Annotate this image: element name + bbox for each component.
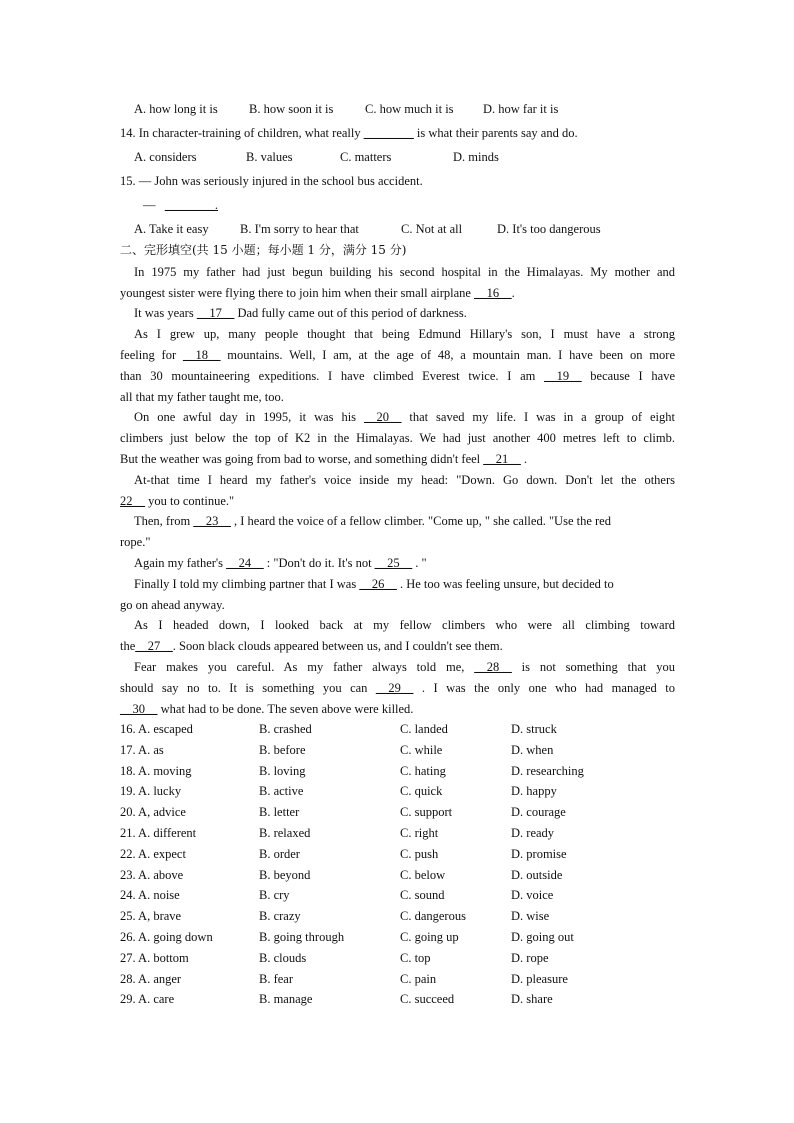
blank-29: __29__ — [375, 681, 414, 695]
q15-response — [143, 197, 698, 213]
q14-stem — [120, 125, 675, 141]
q14-option-c: C. matters — [340, 150, 392, 164]
option-21-a: 21. A. different — [120, 826, 197, 840]
blank-26: __26__ — [359, 577, 397, 591]
passage-line-9: climbers just below the top of K2 in the Himalayas. We had just another 400 metres left to climb. — [120, 431, 675, 445]
passage-line-4: As I grew up, many people thought that being Edmund Hillary's son, I must have a strong — [134, 327, 675, 341]
option-18-d: D. researching — [511, 764, 584, 778]
q14-option-d: D. minds — [453, 150, 499, 164]
option-26-b: B. going through — [259, 930, 345, 944]
blank-25: __25__ — [374, 556, 413, 570]
option-29-c: C. succeed — [400, 992, 455, 1006]
option-17-a: 17. A. as — [120, 743, 164, 757]
passage-line-17: go on ahead anyway. — [120, 598, 225, 612]
option-26-c: C. going up — [400, 930, 459, 944]
q14-stem-post: is what their parents say and do. — [416, 126, 578, 140]
passage-line-1: In 1975 my father had just begun building his second hospital in the Himalayas. My mother and — [134, 265, 675, 279]
q14-option-a: A. considers — [134, 150, 197, 164]
passage-line-12: 22__ you to continue." — [120, 494, 235, 508]
option-19-c: C. quick — [400, 784, 443, 798]
option-23-c: C. below — [400, 868, 446, 882]
passage-line-15: Again my father's __24__ : "Don't do it. It's not __25__ . " — [134, 556, 427, 570]
q15-stem: 15. — John was seriously injured in the school bus accident. — [120, 174, 423, 188]
q15-option-b: B. I'm sorry to hear that — [240, 222, 359, 236]
option-25-c: C. dangerous — [400, 909, 466, 923]
option-27-d: D. rope — [511, 951, 549, 965]
q15-option-d: D. It's too dangerous — [497, 222, 601, 236]
passage-line-7: all that my father taught me, too. — [120, 390, 284, 404]
option-26-a: 26. A. going down — [120, 930, 213, 944]
option-29-a: 29. A. care — [120, 992, 175, 1006]
q15-option-c: C. Not at all — [401, 222, 463, 236]
option-17-c: C. while — [400, 743, 443, 757]
option-18-a: 18. A. moving — [120, 764, 192, 778]
blank-18: __18__ — [182, 348, 221, 362]
passage-line-19: the__27__. Soon black clouds appeared between us, and I couldn't see them. — [120, 639, 503, 653]
option-22-b: B. order — [259, 847, 300, 861]
passage-line-22: __30__ what had to be done. The seven above were killed. — [120, 702, 414, 716]
option-22-a: 22. A. expect — [120, 847, 186, 861]
option-16-b: B. crashed — [259, 722, 312, 736]
q13-option-a: A. how long it is — [134, 102, 218, 116]
option-16-c: C. landed — [400, 722, 448, 736]
blank-28: __28__ — [474, 660, 512, 674]
passage-line-11: At-that time I heard my father's voice inside my head: "Down. Go down. Don't let the others — [134, 473, 675, 487]
blank-30: __30__ — [120, 702, 158, 716]
option-24-c: C. sound — [400, 888, 445, 902]
option-27-a: 27. A. bottom — [120, 951, 189, 965]
option-23-a: 23. A. above — [120, 868, 184, 882]
option-24-b: B. cry — [259, 888, 290, 902]
option-28-c: C. pain — [400, 972, 437, 986]
option-21-c: C. right — [400, 826, 439, 840]
passage-line-21: should say no to. It is something you can __29__ . I was the only one who had managed to — [120, 681, 675, 695]
option-25-b: B. crazy — [259, 909, 301, 923]
passage-line-14: rope." — [120, 535, 151, 549]
passage-line-2: youngest sister were flying there to join him when their small airplane __16__. — [120, 286, 515, 300]
option-20-d: D. courage — [511, 805, 566, 819]
option-29-d: D. share — [511, 992, 553, 1006]
option-22-d: D. promise — [511, 847, 567, 861]
passage-line-13: Then, from __23__ , I heard the voice of a fellow climber. "Come up, " she called. "Use the red — [134, 514, 611, 528]
option-17-b: B. before — [259, 743, 306, 757]
option-25-a: 25. A, brave — [120, 909, 182, 923]
option-24-d: D. voice — [511, 888, 554, 902]
q13-option-c: C. how much it is — [365, 102, 454, 116]
q15-dash: — — [143, 198, 156, 212]
q14-stem-pre: 14. In character-training of children, what really — [120, 126, 361, 140]
option-21-d: D. ready — [511, 826, 555, 840]
option-17-d: D. when — [511, 743, 554, 757]
option-23-d: D. outside — [511, 868, 563, 882]
q15-option-a: A. Take it easy — [134, 222, 209, 236]
q13-option-d: D. how far it is — [483, 102, 559, 116]
option-18-c: C. hating — [400, 764, 446, 778]
blank-23: __23__ — [193, 514, 231, 528]
passage-line-6: than 30 mountaineering expeditions. I have climbed Everest twice. I am __19__ because I have — [120, 369, 675, 383]
blank-22: 22__ — [120, 494, 145, 508]
option-29-b: B. manage — [259, 992, 313, 1006]
option-20-a: 20. A, advice — [120, 805, 186, 819]
blank-27: __27__ — [135, 639, 173, 653]
blank-16: __16__ — [474, 286, 512, 300]
option-20-c: C. support — [400, 805, 453, 819]
passage-line-16: Finally I told my climbing partner that I was __26__ . He too was feeling unsure, but decided to — [134, 577, 614, 591]
blank-21: __21__ — [483, 452, 521, 466]
passage-line-20: Fear makes you careful. As my father always told me, __28__ is not something that you — [134, 660, 675, 674]
option-24-a: 24. A. noise — [120, 888, 180, 902]
passage-line-3: It was years __17__ Dad fully came out of this period of darkness. — [134, 306, 467, 320]
option-18-b: B. loving — [259, 764, 306, 778]
q15-blank: ________. — [164, 198, 218, 212]
blank-24: __24__ — [226, 556, 264, 570]
option-23-b: B. beyond — [259, 868, 311, 882]
option-19-d: D. happy — [511, 784, 557, 798]
option-21-b: B. relaxed — [259, 826, 311, 840]
blank-20: __20__ — [363, 410, 402, 424]
section-title: 二、完形填空(共 15 小题；每小题 1 分，满分 15 分) — [120, 243, 407, 257]
option-19-a: 19. A. lucky — [120, 784, 182, 798]
option-19-b: B. active — [259, 784, 304, 798]
q14-blank: ________ — [363, 126, 414, 140]
q13-option-b: B. how soon it is — [249, 102, 334, 116]
passage-line-5: feeling for __18__ mountains. Well, I am, at the age of 48, a mountain man. I have been on more — [120, 348, 675, 362]
option-28-a: 28. A. anger — [120, 972, 182, 986]
q14-option-b: B. values — [246, 150, 293, 164]
option-20-b: B. letter — [259, 805, 300, 819]
option-16-a: 16. A. escaped — [120, 722, 193, 736]
option-25-d: D. wise — [511, 909, 550, 923]
option-27-b: B. clouds — [259, 951, 307, 965]
blank-19: __19__ — [544, 369, 582, 383]
passage-line-10: But the weather was going from bad to worse, and something didn't feel __21__ . — [120, 452, 528, 466]
option-16-d: D. struck — [511, 722, 557, 736]
option-28-d: D. pleasure — [511, 972, 568, 986]
option-27-c: C. top — [400, 951, 431, 965]
option-22-c: C. push — [400, 847, 439, 861]
blank-17: __17__ — [196, 306, 235, 320]
option-26-d: D. going out — [511, 930, 574, 944]
passage-line-18: As I headed down, I looked back at my fellow climbers who were all climbing toward — [134, 618, 675, 632]
option-28-b: B. fear — [259, 972, 294, 986]
passage-line-8: On one awful day in 1995, it was his __20__ that saved my life. I was in a group of eight — [134, 410, 675, 424]
